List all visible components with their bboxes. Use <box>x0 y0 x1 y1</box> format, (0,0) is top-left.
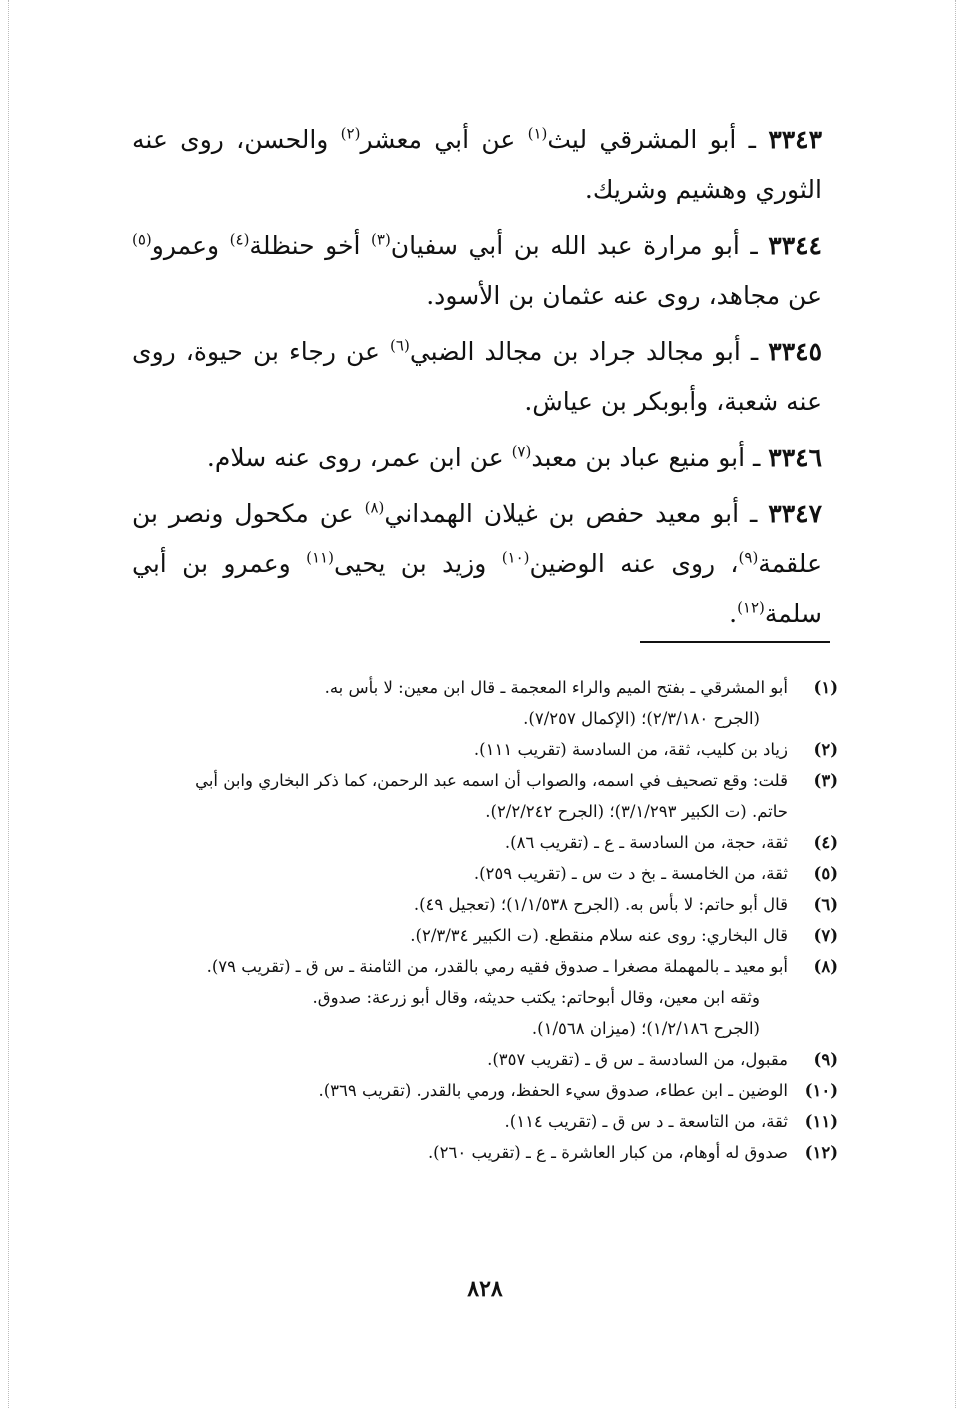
footnote <box>128 1075 838 1106</box>
footnote-reference: (١٠) <box>501 548 530 567</box>
footnote-line: زياد بن كليب، ثقة، من السادسة (تقريب ١١١). <box>473 740 788 759</box>
footnote-reference: (٨) <box>364 498 385 517</box>
entry-text: ـ أبو المشرقي ليث <box>547 125 757 154</box>
footnote-reference: (٢) <box>340 124 361 143</box>
footnote-body <box>128 765 788 827</box>
footnote-reference: (٧) <box>511 442 532 461</box>
footnote-line: مقبول، من السادسة ـ س ق ـ (تقريب ٣٥٧). <box>487 1050 788 1069</box>
entry-text: والحسن، روى عنه الثوري وهشيم وشريك. <box>132 125 822 204</box>
entry-text: عن مجاهد، روى عنه عثمان بن الأسود. <box>426 281 822 310</box>
scan-edge-left <box>8 0 9 1408</box>
footnote-number: (١٢) <box>804 1143 838 1162</box>
footnote-line: حاتم. (ت الكبير ٣/١/٢٩٣)؛ (الجرح ٢/٢/٢٤٢). <box>485 802 788 821</box>
footnote-line: ثقة، من التاسعة ـ د س ق ـ (تقريب ١١٤). <box>504 1112 788 1131</box>
footnote <box>128 1044 838 1075</box>
entry-text: وعمرو <box>151 231 230 260</box>
entry-text: ـ أبو معيد حفص بن غيلان الهمداني <box>384 499 758 528</box>
footnote-number: (١) <box>813 678 838 697</box>
entry-text: عن رجاء بن حيوة، روى عنه شعبة، وأبوبكر بن عياش. <box>132 337 822 416</box>
footnote-body <box>128 951 788 1044</box>
footnote-line: (الجرح ٢/٣/١٨٠)؛ (الإكمال ٧/٢٥٧). <box>523 709 760 728</box>
footnote-body <box>128 920 788 951</box>
entry <box>132 115 822 215</box>
entry-text: ـ أبو مجالد جراد بن مجالد الضبي <box>409 337 759 366</box>
footnote-body <box>128 1106 788 1137</box>
footnote-reference: (٣) <box>371 230 391 249</box>
scan-edge-right <box>955 0 956 1408</box>
footnote-number: (١١) <box>804 1112 838 1131</box>
footnote-reference: (٩) <box>738 548 759 567</box>
footnote <box>128 827 838 858</box>
footnote-line: ثقة، حجة، من السادسة ـ ع ـ (تقريب ٨٦). <box>504 833 788 852</box>
footnote-body <box>128 858 788 889</box>
footnote-number: (٨) <box>813 957 838 976</box>
entry-text: ـ أبو منيع عباد بن معبد <box>531 443 761 472</box>
footnote-number: (٤) <box>813 833 838 852</box>
footnote-number: (٣) <box>813 771 838 790</box>
footnote-line: ثقة، من الخامسة ـ بخ د ت س ـ (تقريب ٢٥٩). <box>473 864 788 883</box>
entry <box>132 433 822 483</box>
entry-text: ـ أبو مرارة عبد الله بن أبي سفيان <box>390 231 758 260</box>
footnote-number: (٥) <box>813 864 838 883</box>
footnote-reference: (١) <box>527 124 548 143</box>
narrator-entries <box>132 115 822 645</box>
footnote-body <box>128 1075 788 1106</box>
entry-text: عن مكحول ونصر بن علقمة <box>132 499 822 578</box>
footnote-body <box>128 734 788 765</box>
footnote-reference: (١٢) <box>737 598 765 617</box>
entry-number: ٣٣٤٧ <box>768 499 822 528</box>
footnote-reference: (٦) <box>390 336 410 355</box>
footnote-reference: (١١) <box>306 548 334 567</box>
entry <box>132 221 822 321</box>
footnote-number: (٦) <box>813 895 838 914</box>
entry-text: ، روى عنه الوضين <box>529 549 739 578</box>
footnote-body <box>128 889 788 920</box>
footnote-line: قال أبو حاتم: لا بأس به. (الجرح ١/١/٥٣٨)؛ (تعجيل ٤٩). <box>413 895 788 914</box>
entry <box>132 327 822 427</box>
footnote <box>128 1137 838 1168</box>
footnote <box>128 889 838 920</box>
entry-text: أخو حنظلة <box>249 231 372 260</box>
footnote-line: وثقه ابن معين، وقال أبوحاتم: يكتب حديثه، وقال أبو زرعة: صدوق. <box>312 988 760 1007</box>
footnote <box>128 1106 838 1137</box>
entry-text: عن ابن عمر، روى عنه سلام. <box>206 443 512 472</box>
footnote-line: قال البخاري: روى عنه سلام منقطع. (ت الكبير ٢/٣/٣٤). <box>410 926 788 945</box>
footnote-line: (الجرح ١/٢/١٨٦)؛ (ميزان ١/٥٦٨). <box>531 1019 760 1038</box>
footnote-line: صدوق له أوهام، من كبار العاشرة ـ ع ـ (تقريب ٢٦٠). <box>427 1143 788 1162</box>
footnote-body <box>128 827 788 858</box>
entry-text: عن أبي معشر <box>360 125 528 154</box>
footnote-body <box>128 672 788 734</box>
entry-text: وزيد بن يحيى <box>333 549 502 578</box>
footnote-number: (١٠) <box>804 1081 838 1100</box>
entry-text: وعمرو بن أبي سلمة <box>132 549 822 628</box>
footnote <box>128 951 838 1044</box>
entry-number: ٣٣٤٥ <box>768 337 822 366</box>
page-number: ٨٢٨ <box>467 1276 503 1302</box>
footnote-number: (٧) <box>813 926 838 945</box>
footnote <box>128 920 838 951</box>
footnote-reference: (٥) <box>132 230 152 249</box>
footnote-line: قلت: وقع تصحيف في اسمه، والصواب أن اسمه عبد الرحمن، كما ذكر البخاري وابن أبي <box>195 771 788 790</box>
footnote-line: أبو معيد ـ بالمهملة مصغرا ـ صدوق فقيه رمي بالقدر، من الثامنة ـ س ق ـ (تقريب ٧٩). <box>206 957 788 976</box>
entry-number: ٣٣٤٤ <box>768 231 822 260</box>
footnote-body <box>128 1137 788 1168</box>
footnote-reference: (٤) <box>229 230 250 249</box>
footnote-line: الوضين ـ ابن عطاء، صدوق سيء الحفظ، ورمي بالقدر. (تقريب ٣٦٩). <box>318 1081 788 1100</box>
footnote <box>128 858 838 889</box>
footnote-line: أبو المشرقي ـ بفتح الميم والراء المعجمة ـ قال ابن معين: لا بأس به. <box>324 678 788 697</box>
entry-number: ٣٣٤٣ <box>768 125 823 154</box>
footnotes <box>128 672 838 1168</box>
entry-text: . <box>729 599 738 628</box>
footnote-separator <box>640 641 830 643</box>
entry-number: ٣٣٤٦ <box>768 443 822 472</box>
footnote <box>128 765 838 827</box>
footnote-number: (٩) <box>813 1050 838 1069</box>
entry <box>132 489 822 639</box>
footnote-body <box>128 1044 788 1075</box>
footnote <box>128 672 838 734</box>
footnote <box>128 734 838 765</box>
footnote-number: (٢) <box>813 740 838 759</box>
